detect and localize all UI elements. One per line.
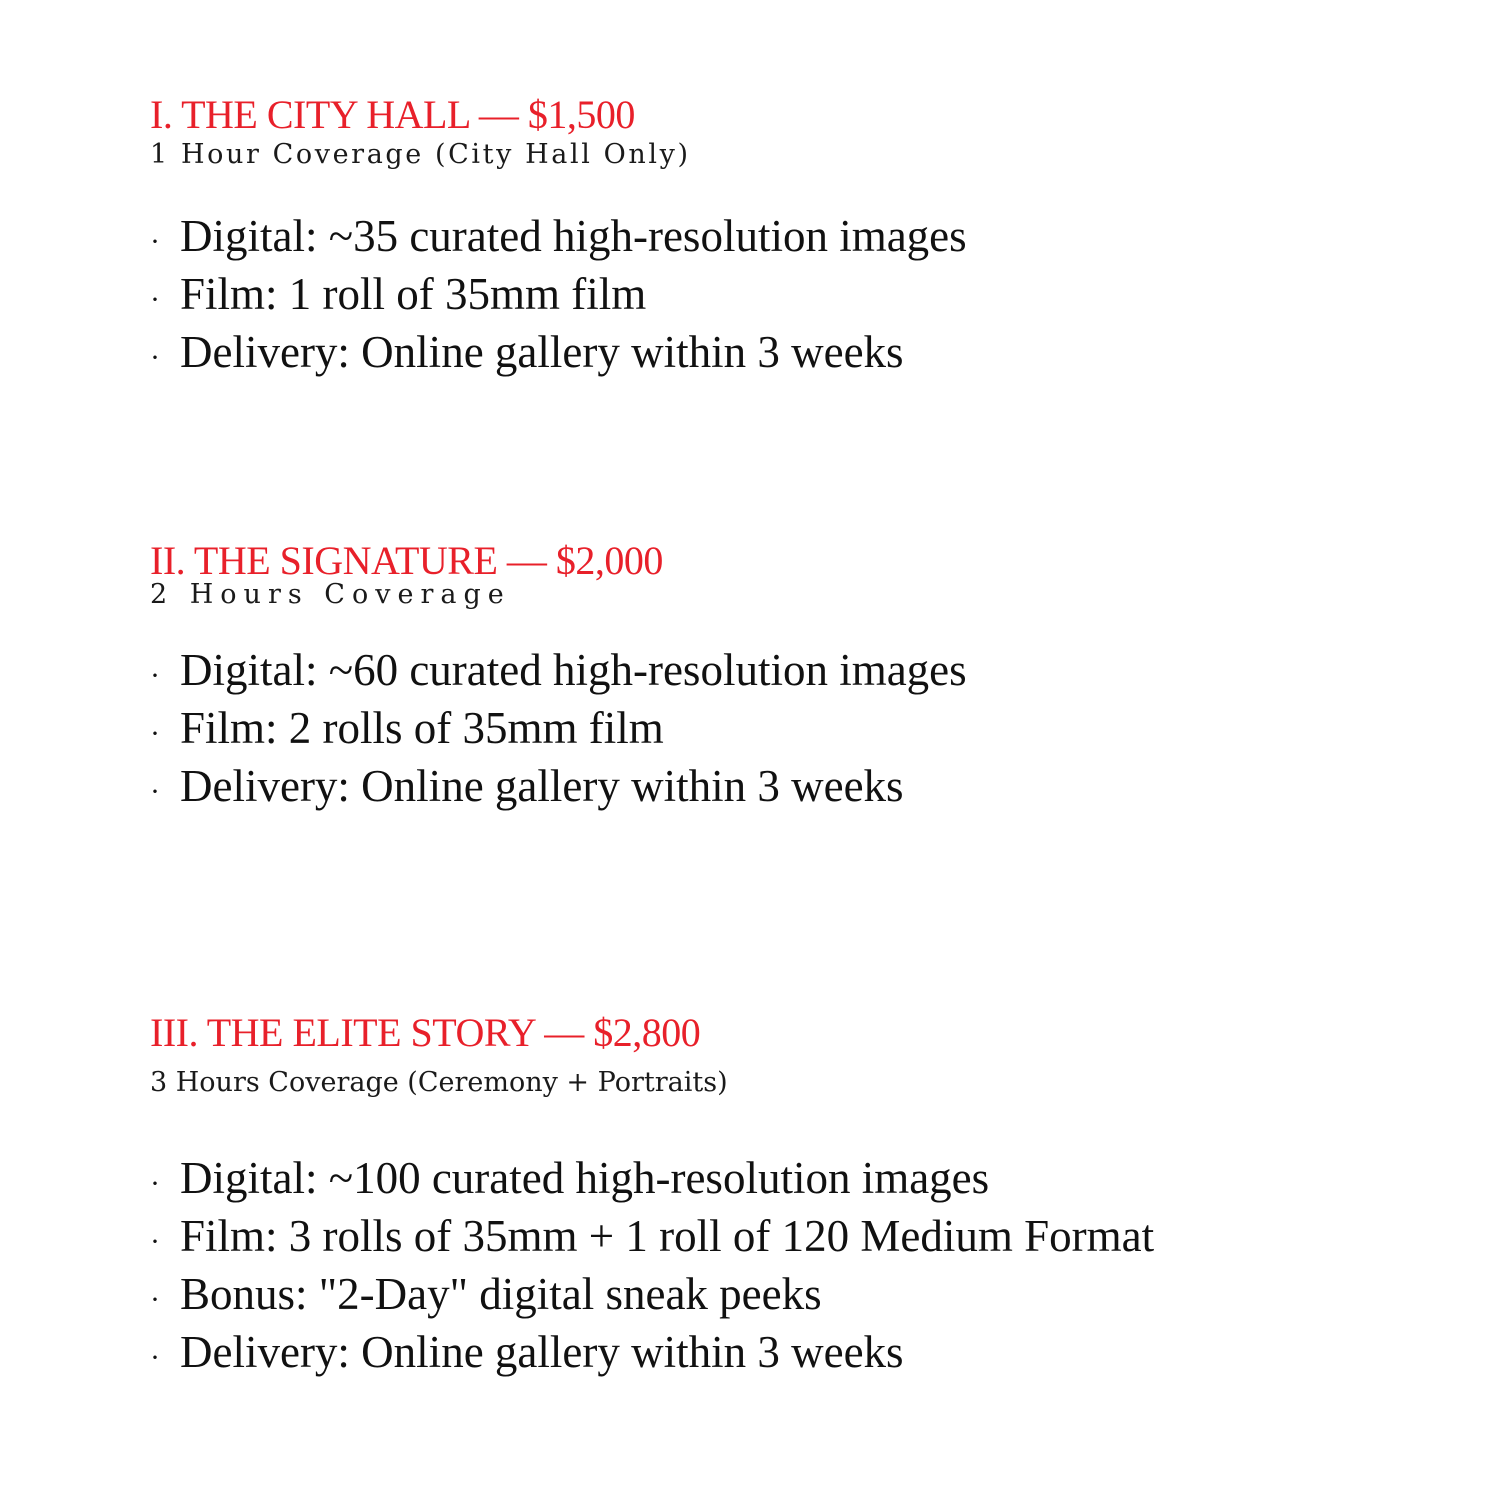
package-coverage: 3 Hours Coverage (Ceremony + Portraits): [150, 1067, 728, 1098]
bullet-icon: ·: [150, 283, 160, 316]
feature-text: Bonus: "2-Day" digital sneak peeks: [180, 1269, 822, 1319]
feature-text: Delivery: Online gallery within 3 weeks: [180, 761, 904, 811]
feature-item: [150, 1268, 1400, 1326]
package-title: II. THE SIGNATURE — $2,000: [150, 538, 663, 583]
package-elite-story: [150, 1010, 1400, 1384]
bullet-icon: ·: [150, 341, 160, 374]
feature-text: Delivery: Online gallery within 3 weeks: [180, 327, 904, 377]
package-coverage: 2 Hours Coverage: [150, 579, 511, 610]
feature-item: [150, 644, 1400, 702]
package-city-hall: [150, 92, 1400, 384]
feature-list: [150, 644, 1400, 818]
feature-item: [150, 702, 1400, 760]
bullet-icon: ·: [150, 1341, 160, 1374]
feature-item: [150, 1326, 1400, 1384]
feature-text: Film: 1 roll of 35mm film: [180, 269, 647, 319]
package-title: III. THE ELITE STORY — $2,800: [150, 1010, 701, 1055]
bullet-icon: ·: [150, 1283, 160, 1316]
feature-item: [150, 326, 1400, 384]
feature-text: Digital: ~35 curated high-resolution images: [180, 211, 967, 261]
feature-item: [150, 210, 1400, 268]
package-signature: [150, 538, 1400, 818]
bullet-icon: ·: [150, 659, 160, 692]
feature-item: [150, 760, 1400, 818]
bullet-icon: ·: [150, 717, 160, 750]
feature-item: [150, 268, 1400, 326]
package-coverage: 1 Hour Coverage (City Hall Only): [150, 139, 691, 170]
feature-text: Film: 2 rolls of 35mm film: [180, 703, 664, 753]
feature-text: Film: 3 rolls of 35mm + 1 roll of 120 Medium Format: [180, 1211, 1155, 1261]
feature-text: Digital: ~100 curated high-resolution images: [180, 1153, 990, 1203]
bullet-icon: ·: [150, 1225, 160, 1258]
bullet-icon: ·: [150, 1167, 160, 1200]
feature-item: [150, 1210, 1400, 1268]
feature-list: [150, 1152, 1400, 1384]
bullet-icon: ·: [150, 775, 160, 808]
feature-text: Digital: ~60 curated high-resolution images: [180, 645, 967, 695]
feature-text: Delivery: Online gallery within 3 weeks: [180, 1327, 904, 1377]
package-title: I. THE CITY HALL — $1,500: [150, 92, 635, 137]
feature-item: [150, 1152, 1400, 1210]
bullet-icon: ·: [150, 225, 160, 258]
feature-list: [150, 210, 1400, 384]
